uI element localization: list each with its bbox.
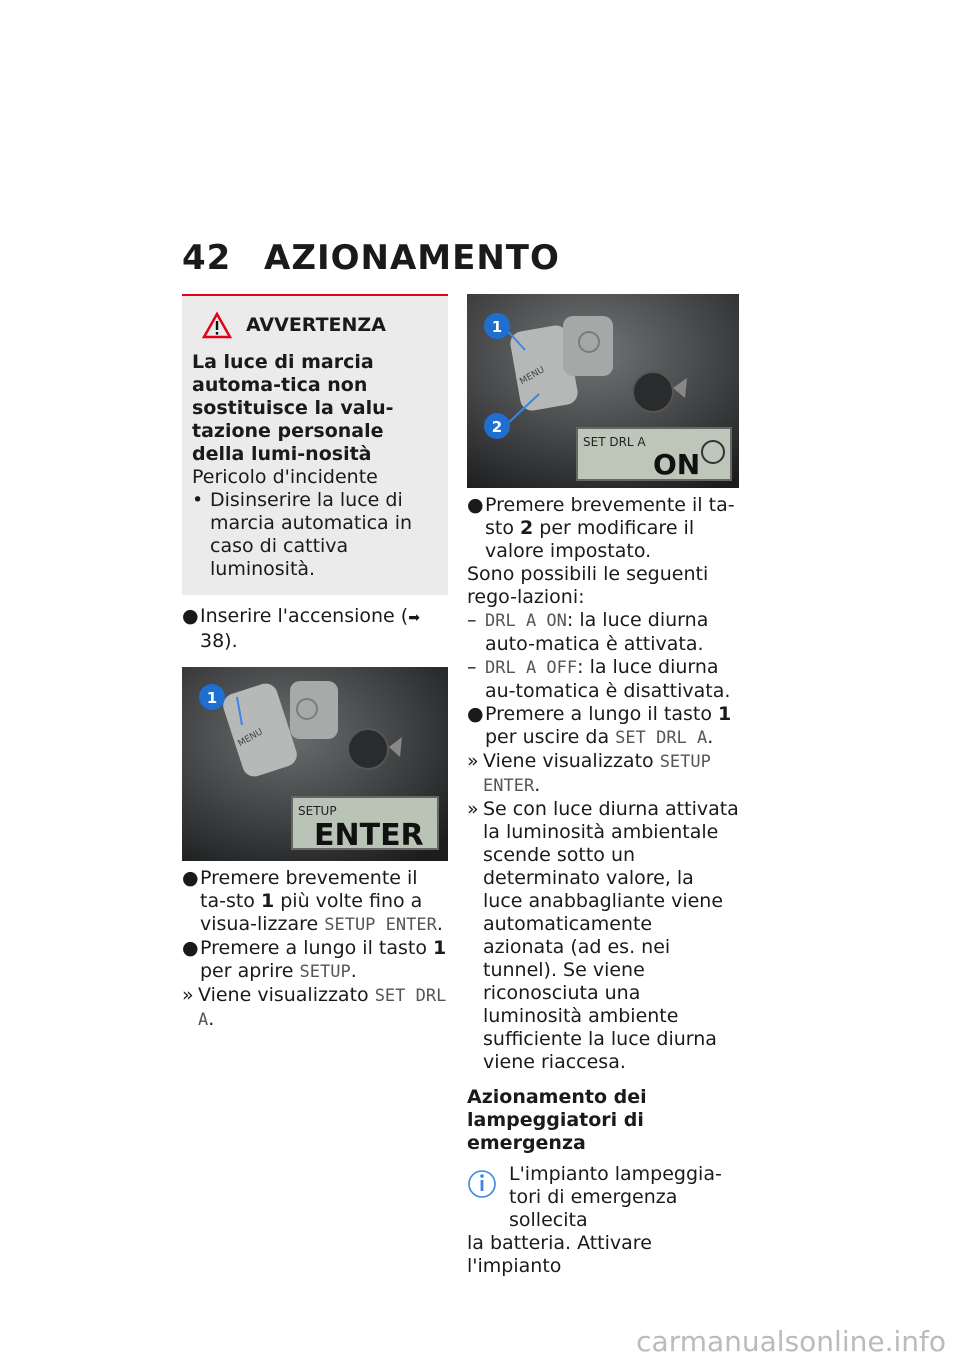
warning-action: • Disinserire la luce di marcia automatica in caso di cattiva luminosità. xyxy=(192,489,413,580)
result-set-drl: » Viene visualizzato SET DRL A. xyxy=(182,984,447,1030)
warning-header xyxy=(202,312,434,339)
bullet-icon: ● xyxy=(182,605,199,627)
page-title: AZIONAMENTO xyxy=(264,238,560,278)
bullet-icon: ● xyxy=(467,494,484,516)
result-arrow-icon: » xyxy=(182,984,194,1006)
step-press-long-2: ● Premere a lungo il tasto 1 per uscire da SET DRL A. xyxy=(467,703,732,748)
info-icon xyxy=(467,1167,497,1205)
result-drl-behaviour: » Se con luce diurna attivata la luminosità ambientale scende sotto un determinato valore, la luce anabbagliante viene automaticamente azionata (ad es. nei tunnel). Se viene riconosciuta una luminosità ambiente sufficiente la luce diurna viene riaccesa. xyxy=(467,798,739,1073)
handlebar-photo-setup-enter xyxy=(182,667,448,861)
section-heading: Azionamento dei lampeggiatori di emergenza xyxy=(467,1086,647,1154)
bullet-icon: • xyxy=(192,489,204,511)
menu-button-label: MENU xyxy=(518,365,547,388)
callout-1: 1 xyxy=(206,689,218,707)
callout-2: 2 xyxy=(491,418,503,436)
menu-button-label: MENU xyxy=(236,727,265,750)
bullet-icon: ● xyxy=(182,867,199,889)
page-header xyxy=(182,238,560,278)
display-line2: ON xyxy=(653,448,701,481)
handlebar-photo-drl xyxy=(467,294,739,488)
warning-title: La luce di marcia automa-tica non sostituisce la valu-tazione personale della lumi-nosità xyxy=(192,351,394,465)
settings-intro: Sono possibili le seguenti rego-lazioni: xyxy=(467,563,709,608)
option-drl-on: – DRL A ON: la luce diurna auto-matica è attivata. xyxy=(467,609,709,655)
display-line1: SETUP xyxy=(298,804,337,818)
result-arrow-icon: » xyxy=(467,798,479,820)
warning-subtitle: Pericolo d'incidente xyxy=(192,466,378,488)
watermark: carmanualsonline.info xyxy=(636,1325,946,1358)
page-ref-arrow-icon: ➡ xyxy=(408,610,420,626)
step-press-long: ● Premere a lungo il tasto 1 per aprire SETUP. xyxy=(182,937,447,982)
page-number: 42 xyxy=(182,238,232,278)
result-setup-enter: » Viene visualizzato SETUP ENTER. xyxy=(467,750,711,796)
option-drl-off: – DRL A OFF: la luce diurna au-tomatica è disattivata. xyxy=(467,656,731,702)
step-press-short: ● Premere brevemente il ta-sto 1 più volte fino a visua-lizzare SETUP ENTER. xyxy=(182,867,443,935)
dash-icon: – xyxy=(467,656,477,678)
step-ignition: ● Inserire l'accensione (➡ 38). xyxy=(182,605,420,652)
display-line1: SET DRL A xyxy=(583,435,646,449)
result-arrow-icon: » xyxy=(467,750,479,772)
warning-triangle-icon xyxy=(202,312,232,339)
right-column xyxy=(467,294,739,1278)
bullet-icon: ● xyxy=(182,937,199,959)
display-line2: ENTER xyxy=(314,818,424,853)
info-note: L'impianto lampeggia-tori di emergenza sollecita la batteria. Attivare l'impianto xyxy=(467,1163,722,1277)
warning-label: AVVERTENZA xyxy=(246,314,386,336)
callout-1: 1 xyxy=(491,318,503,336)
step-press-short-2: ● Premere brevemente il ta-sto 2 per modificare il valore impostato. xyxy=(467,494,735,562)
dash-icon: – xyxy=(467,609,477,631)
warning-box xyxy=(182,294,448,595)
left-column xyxy=(182,294,448,1032)
bullet-icon: ● xyxy=(467,703,484,725)
